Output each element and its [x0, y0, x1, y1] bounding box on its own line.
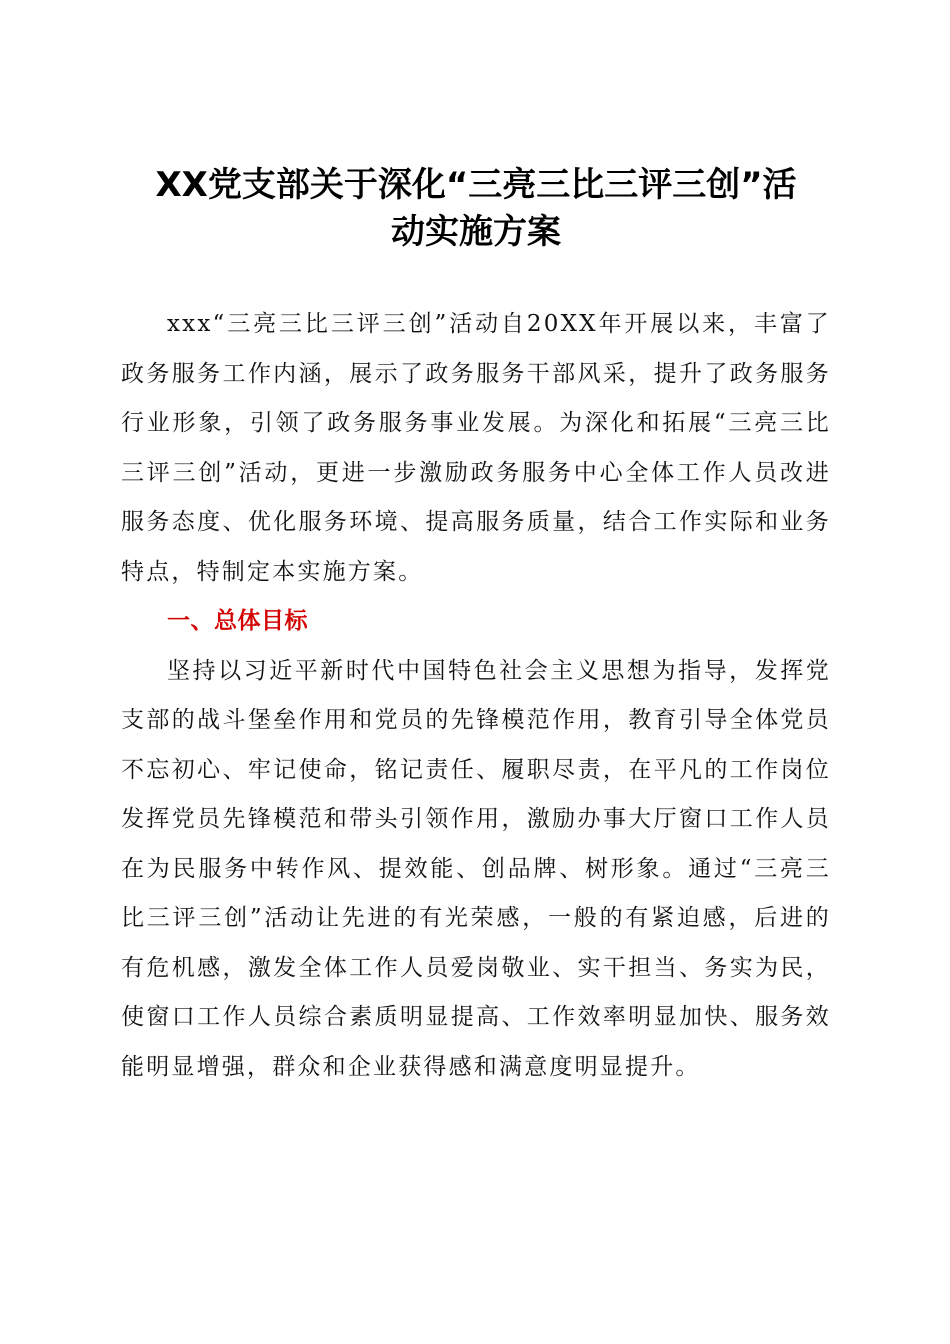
document-page [121, 162, 831, 1092]
title-line-1: XX党支部关于深化“三亮三比三评三创”活 [155, 165, 797, 205]
document-title [121, 162, 831, 256]
section-1-paragraph: 坚持以习近平新时代中国特色社会主义思想为指导，发挥党支部的战斗堡垒作用和党员的先锋模范作用，教育引导全体党员不忘初心、牢记使命，铭记责任、履职尽责，在平凡的工作岗位发挥党员先锋模范和带头引领作用，激励办事大厅窗口工作人员在为民服务中转作风、提效能、创品牌、树形象。通过“三亮三比三评三创”活动让先进的有光荣感，一般的有紧迫感，后进的有危机感，激发全体工作人员爱岗敬业、实干担当、务实为民，使窗口工作人员综合素质明显提高、工作效率明显加快、服务效能明显增强，群众和企业获得感和满意度明显提升。 [121, 657, 831, 1080]
intro-paragraph: xxx“三亮三比三评三创”活动自20XX年开展以来，丰富了政务服务工作内涵，展示了政务服务干部风采，提升了政务服务行业形象，引领了政务服务事业发展。为深化和拓展“三亮三比三评三创”活动，更进一步激励政务服务中心全体工作人员改进服务态度、优化服务环境、提高服务质量，结合工作实际和业务特点，特制定本实施方案。 [121, 311, 831, 585]
document-body [121, 300, 831, 1092]
title-line-2: 动实施方案 [391, 212, 561, 252]
section-heading-overall-goal: 一、总体目标 [167, 608, 308, 634]
